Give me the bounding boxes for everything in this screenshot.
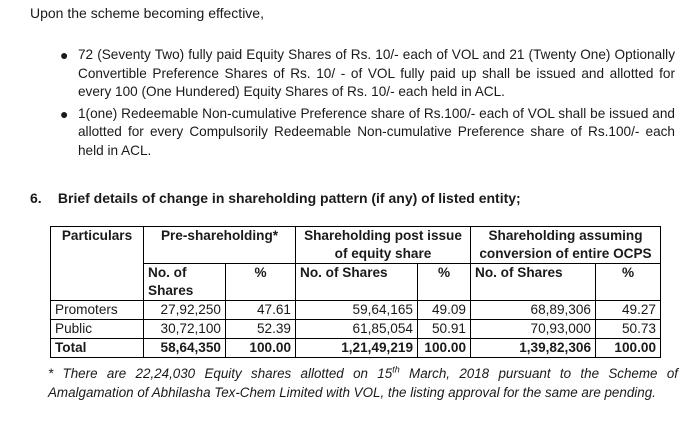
subheader-ocps-shares: No. of Shares bbox=[471, 264, 596, 301]
ocps-pct: 49.27 bbox=[596, 301, 661, 320]
ocps-shares: 70,93,000 bbox=[471, 320, 596, 339]
bullet-text: 72 (Seventy Two) fully paid Equity Shares of Rs. 10/- each of VOL and 21 (Twenty One) Optionally Convertible Preference Shares of Rs. 10/ - of VOL fully paid up shall be issued and allotted for every 100 (One Hundered) Equity Shares of Rs. 10/- each held in ACL. bbox=[78, 47, 675, 99]
header-pre-shareholding: Pre-shareholding* bbox=[144, 227, 296, 264]
bullet-text: 1(one) Redeemable Non-cumulative Preference share of Rs.100/- each of VOL shall be issued and allotted for every Compulsorily Redeemable Non-cumulative Preference share of Rs.100/- each held in ACL. bbox=[78, 105, 675, 158]
blank-cell bbox=[51, 264, 144, 301]
post-shares: 59,64,165 bbox=[296, 301, 418, 320]
table-header-row bbox=[51, 227, 661, 264]
bullet-list bbox=[60, 46, 675, 163]
intro-text: Upon the scheme becoming effective, bbox=[30, 5, 264, 21]
subheader-post-shares: No. of Shares bbox=[296, 264, 418, 301]
header-ocps: Shareholding assuming conversion of entire OCPS bbox=[471, 227, 661, 264]
pre-shares: 27,92,250 bbox=[144, 301, 226, 320]
list-item bbox=[60, 105, 675, 161]
row-label: Total bbox=[51, 339, 144, 358]
shareholding-table bbox=[50, 226, 661, 358]
ocps-pct: 100.00 bbox=[596, 339, 661, 358]
header-particulars: Particulars bbox=[51, 227, 144, 264]
bullet-icon: ● bbox=[60, 105, 69, 122]
section-number: 6. bbox=[30, 190, 42, 206]
post-pct: 100.00 bbox=[418, 339, 471, 358]
subheader-ocps-pct: % bbox=[596, 264, 661, 301]
table-row-total bbox=[51, 339, 661, 358]
post-shares: 61,85,054 bbox=[296, 320, 418, 339]
pre-pct: 100.00 bbox=[226, 339, 296, 358]
table-subheader-row bbox=[51, 264, 661, 301]
row-label: Promoters bbox=[51, 301, 144, 320]
pre-pct: 47.61 bbox=[226, 301, 296, 320]
section-title: Brief details of change in shareholding pattern (if any) of listed entity; bbox=[57, 190, 521, 206]
subheader-pre-shares: No. of Shares bbox=[144, 264, 226, 301]
pre-shares: 58,64,350 bbox=[144, 339, 226, 358]
footnote: * There are 22,24,030 Equity shares allotted on 15th March, 2018 pursuant to the Scheme of Amalgamation of Abhilasha Tex-Chem Limited with VOL, the listing approval for the same are pending. bbox=[48, 364, 678, 400]
row-label: Public bbox=[51, 320, 144, 339]
ocps-shares: 1,39,82,306 bbox=[471, 339, 596, 358]
post-shares: 1,21,49,219 bbox=[296, 339, 418, 358]
header-post-issue: Shareholding post issue of equity share bbox=[296, 227, 471, 264]
pre-shares: 30,72,100 bbox=[144, 320, 226, 339]
section-heading bbox=[30, 190, 521, 206]
ocps-shares: 68,89,306 bbox=[471, 301, 596, 320]
pre-pct: 52.39 bbox=[226, 320, 296, 339]
table-row bbox=[51, 301, 661, 320]
ocps-pct: 50.73 bbox=[596, 320, 661, 339]
post-pct: 50.91 bbox=[418, 320, 471, 339]
bullet-icon: ● bbox=[60, 47, 69, 63]
subheader-pre-pct: % bbox=[226, 264, 296, 301]
list-item bbox=[60, 46, 675, 102]
subheader-post-pct: % bbox=[418, 264, 471, 301]
table-row bbox=[51, 320, 661, 339]
post-pct: 49.09 bbox=[418, 301, 471, 320]
